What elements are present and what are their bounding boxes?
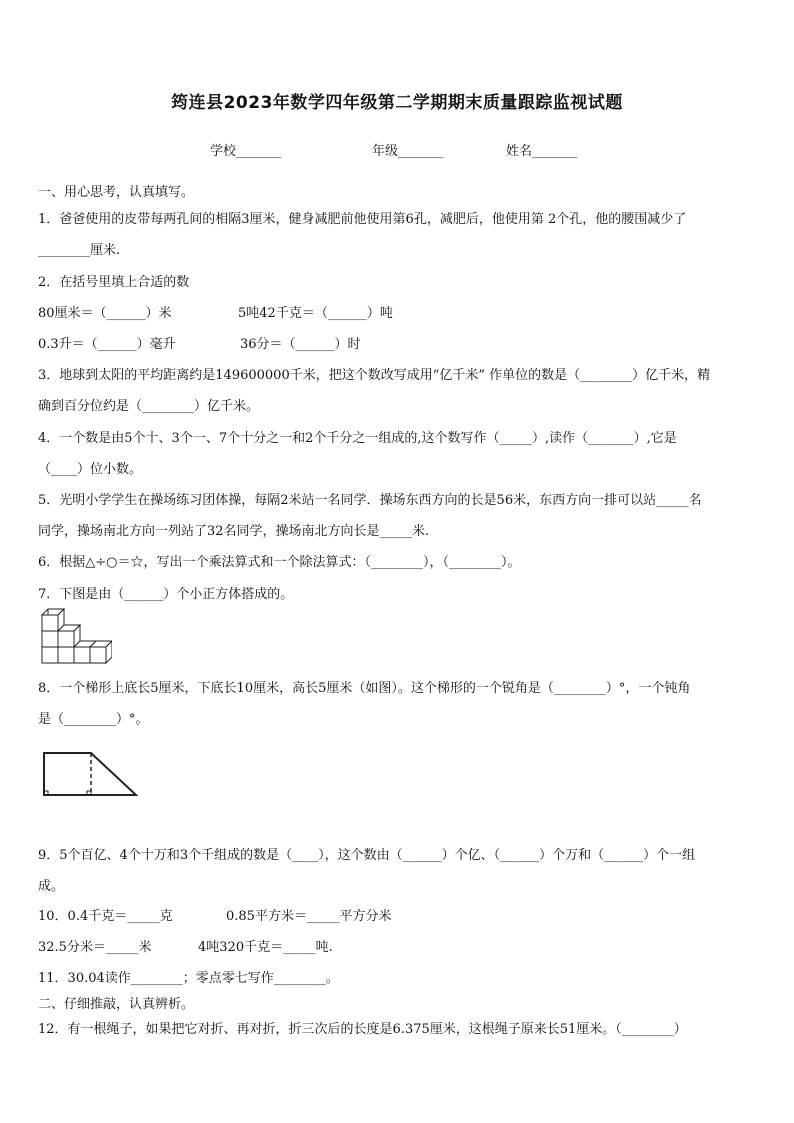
q6: 6．根据△÷○＝☆，写出一个乘法算式和一个除法算式：（________），（________）。 xyxy=(38,555,521,570)
q2-line1: 2．在括号里填上合适的数 xyxy=(38,275,190,290)
section-2-heading: 二、仔细推敲，认真辨析。 xyxy=(38,997,195,1012)
q10-b: 0.85平方米＝_____平方分米 xyxy=(226,909,392,924)
q2-a: 80厘米＝（______）米 xyxy=(38,306,172,321)
q4-line2: （____）位小数。 xyxy=(38,462,143,477)
q9-line1: 9．5个百亿、4个十万和3个千组成的数是（____），这个数由（______）个亿、（______）个万和（______）个一组 xyxy=(38,848,696,863)
q8-line2: 是（________）°。 xyxy=(38,712,149,727)
q1-line2: ________厘米. xyxy=(38,243,121,258)
trapezoid-figure xyxy=(36,743,146,803)
section-1-heading: 一、用心思考，认真填写。 xyxy=(38,185,195,200)
q3-line2: 确到百分位约是（________）亿千米。 xyxy=(38,399,260,414)
q2-b: 5吨42千克＝（______）吨 xyxy=(238,306,393,321)
q2-c: 0.3升＝（______）毫升 xyxy=(38,337,176,352)
q5-line2: 同学，操场南北方向一列站了32名同学，操场南北方向长是_____米. xyxy=(38,524,430,539)
q7: 7．下图是由（______）个小正方体搭成的。 xyxy=(38,587,294,602)
cubes-figure xyxy=(40,607,112,667)
q1-line1: 1．爸爸使用的皮带每两孔间的相隔3厘米，健身减肥前他使用第6孔，减肥后，他使用第 2个孔，他的腰围减少了 xyxy=(38,212,687,227)
q9-line2: 成。 xyxy=(38,879,65,894)
q2-d: 36分＝（______）时 xyxy=(240,337,361,352)
q8-line1: 8．一个梯形上底长5厘米，下底长10厘米，高长5厘米（如图）。这个梯形的一个锐角是（________）°，一个钝角 xyxy=(38,681,691,696)
q4-line1: 4．一个数是由5个十、3个一、7个十分之一和2个千分之一组成的,这个数写作（_____）,读作（_______）,它是 xyxy=(38,431,677,446)
name-field: 姓名_______ xyxy=(506,144,578,159)
q12: 12．有一根绳子，如果把它对折、再对折，折三次后的长度是6.375厘米，这根绳子原来长51厘米。（________） xyxy=(38,1022,687,1037)
q10-a: 10．0.4千克＝_____克 xyxy=(38,909,173,924)
q5-line1: 5．光明小学学生在操场练习团体操，每隔2米站一名同学．操场东西方向的长是56米，东西方向一排可以站_____名 xyxy=(38,493,702,508)
q10-c: 32.5分米＝_____米 xyxy=(38,940,152,955)
q3-line1: 3．地球到太阳的平均距离约是149600000千米，把这个数改写成用“亿千米” 作单位的数是（________）亿千米，精 xyxy=(38,368,711,383)
school-field: 学校_______ xyxy=(210,144,282,159)
page-title: 筠连县2023年数学四年级第二学期期末质量跟踪监视试题 xyxy=(171,93,623,113)
q10-d: 4吨320千克＝_____吨. xyxy=(198,940,333,955)
grade-field: 年级_______ xyxy=(372,144,444,159)
q11: 11．30.04读作________；零点零七写作________。 xyxy=(38,971,339,986)
